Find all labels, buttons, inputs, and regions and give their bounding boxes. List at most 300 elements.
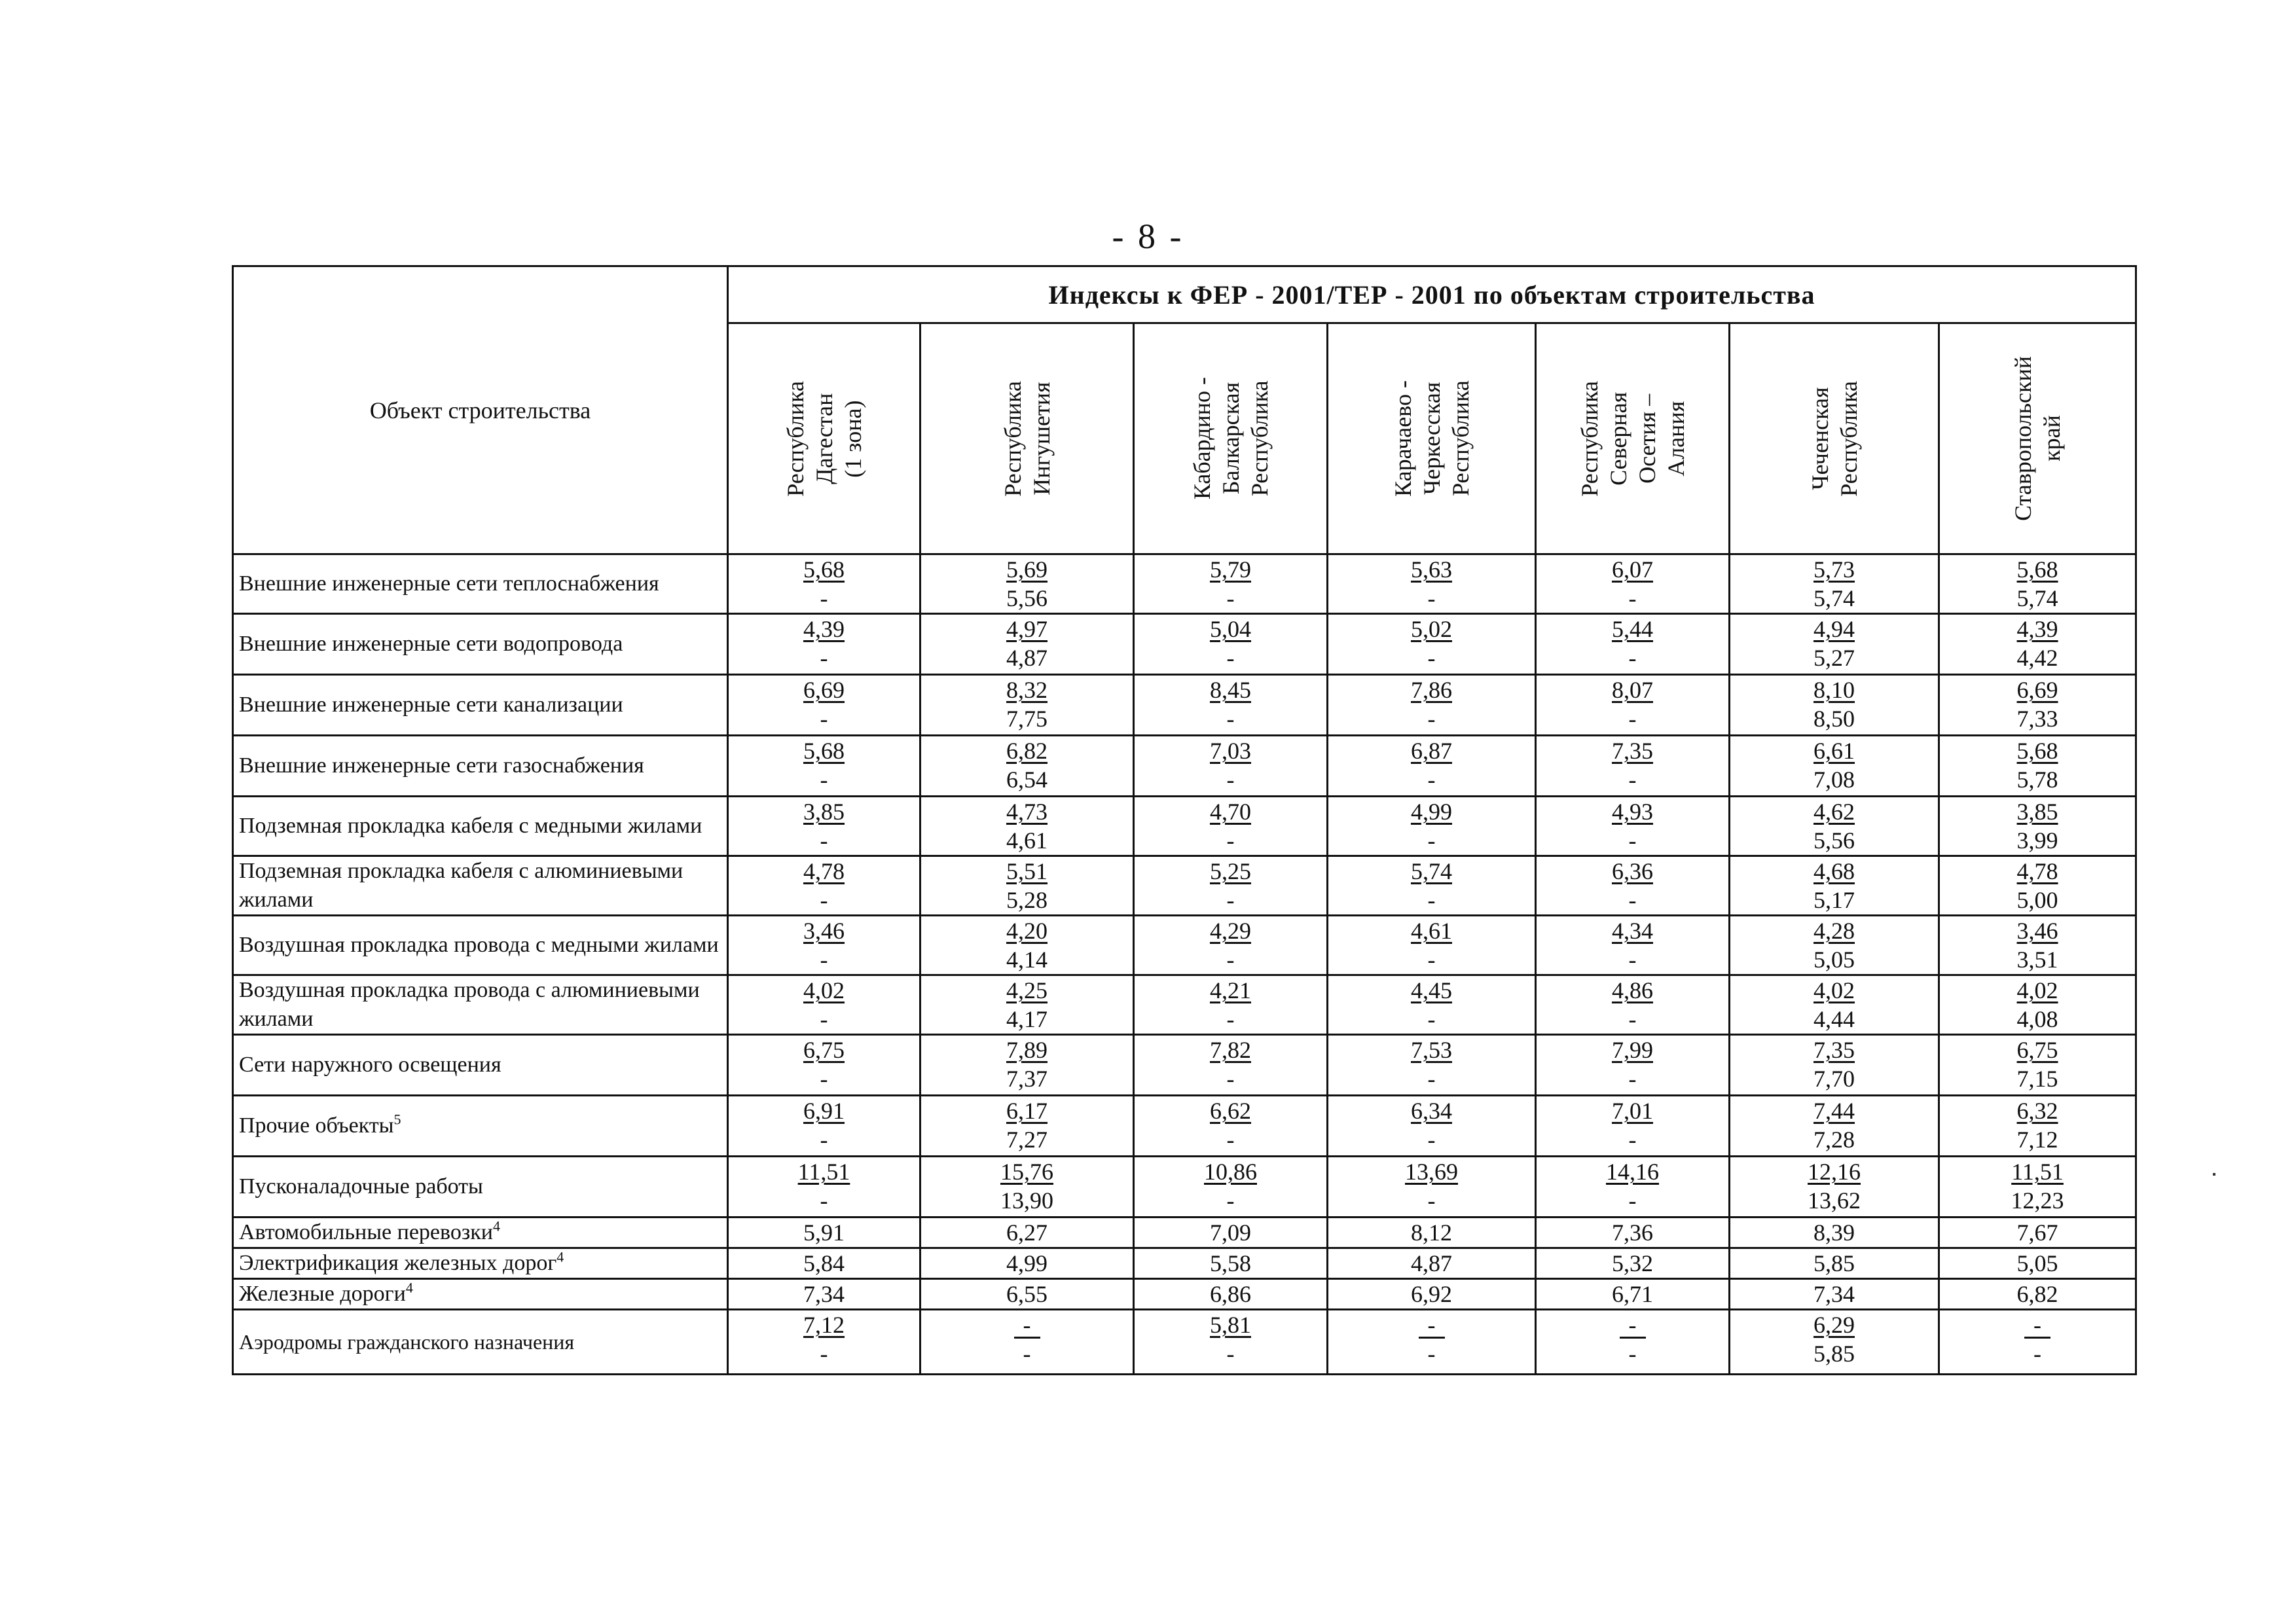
index-value-fer: 6,82 [1006,738,1048,764]
index-value-ter: 6,54 [1006,767,1048,793]
index-value-fer: 4,29 [1210,918,1251,944]
index-value-fer: 7,82 [1210,1037,1251,1063]
index-value-fer: 7,35 [1813,1037,1855,1063]
table-row [233,554,2136,614]
index-value-fer: 5,51 [1006,858,1048,884]
index-value-ter: 5,74 [1813,585,1855,611]
index-cell [920,675,1134,736]
index-value: 5,91 [728,1218,920,1248]
region-header [728,323,920,554]
index-value-ter: - [820,1341,828,1367]
index-cell [920,1310,1134,1375]
index-cell [1328,675,1536,736]
table-row [233,675,2136,736]
index-value-ter: - [1427,767,1436,793]
index-value-ter: 8,50 [1813,706,1855,732]
index-cell [1939,856,2136,916]
index-value-fer: 8,10 [1813,677,1855,703]
index-value-fer: 13,69 [1405,1159,1458,1185]
index-value-ter: - [1226,827,1235,854]
index-cell [1730,736,1939,797]
index-value: 4,87 [1328,1248,1536,1279]
page-number: - 8 - [1112,217,1184,256]
index-value-ter: 5,78 [2016,767,2058,793]
index-value-ter: - [820,1187,828,1214]
index-value-fer: 4,02 [803,977,845,1003]
object-name-text: Внешние инженерные сети газоснабжения [239,753,644,778]
index-value-fer: 5,02 [1411,616,1452,642]
index-value-fer: 8,45 [1210,677,1251,703]
index-value-ter: 4,87 [1006,645,1048,671]
object-name-text: Сети наружного освещения [239,1053,501,1077]
index-value-fer: 6,62 [1210,1098,1251,1124]
index-value-ter: 5,74 [2016,585,2058,611]
index-value-ter: - [1427,947,1436,973]
index-value-fer: 5,79 [1210,556,1251,583]
index-value-fer: 3,85 [2016,799,2058,825]
index-value-fer: 5,44 [1612,616,1653,642]
region-header-label: Республика Дагестан (1 зона) [782,380,866,497]
index-value-fer: 6,69 [803,677,845,703]
index-value-fer: 6,75 [2016,1037,2058,1063]
region-header [1328,323,1536,554]
index-value-ter: - [1427,706,1436,732]
index-value-fer: 4,93 [1612,799,1653,825]
table-row [233,1096,2136,1157]
index-value-ter: - [820,1006,828,1032]
index-value-ter: 4,42 [2016,645,2058,671]
region-header [920,323,1134,554]
index-value-ter: - [1427,1187,1436,1214]
index-value-fer: 6,36 [1612,858,1653,884]
index-value: 7,36 [1536,1218,1730,1248]
index-cell [728,675,920,736]
region-header-label: Республика Ингушетия [999,380,1055,497]
index-value-ter: - [1226,1187,1235,1214]
index-cell [920,1035,1134,1096]
index-value-ter: 13,90 [1000,1187,1053,1214]
index-cell [1134,975,1328,1035]
index-value-ter: 5,85 [1813,1341,1855,1367]
index-value-fer: 4,28 [1813,918,1855,944]
object-name [233,1218,728,1248]
index-cell [1939,1035,2136,1096]
index-value-fer: 6,61 [1813,738,1855,764]
index-cell [1939,1157,2136,1218]
table-row [233,1310,2136,1375]
index-value-ter: - [1226,767,1235,793]
index-cell [920,736,1134,797]
index-cell [1328,916,1536,975]
index-cell [1730,797,1939,856]
index-value-ter: - [1226,585,1235,611]
index-value-fer: 4,73 [1006,799,1048,825]
index-value-fer: 7,01 [1612,1098,1653,1124]
indices-header: Индексы к ФЕР - 2001/ТЕР - 2001 по объектам строительства [728,266,2136,323]
object-name-text: Автомобильные перевозки [239,1220,493,1244]
index-cell [1939,554,2136,614]
index-value-fer: 8,07 [1612,677,1653,703]
index-value-ter: 5,28 [1006,887,1048,913]
index-value-fer: - [2024,1313,2050,1339]
index-cell [1536,1035,1730,1096]
index-value-ter: 7,28 [1813,1127,1855,1153]
index-cell [1134,554,1328,614]
index-cell [1536,614,1730,675]
index-value-ter: - [1628,1341,1637,1367]
index-value-ter: - [1226,706,1235,732]
index-value-fer: 12,16 [1808,1159,1861,1185]
index-cell [1730,675,1939,736]
index-cell [1134,856,1328,916]
index-cell [1134,1157,1328,1218]
index-value-fer: 6,32 [2016,1098,2058,1124]
index-value-ter: - [2033,1341,2042,1367]
index-value-ter: 4,08 [2016,1006,2058,1032]
index-value-fer: 6,07 [1612,556,1653,583]
object-name-text: Внешние инженерные сети канализации [239,693,623,717]
index-value-ter: - [1628,585,1637,611]
index-cell [1134,675,1328,736]
object-name [233,916,728,975]
index-value: 4,99 [920,1248,1134,1279]
index-value-ter: - [1226,1127,1235,1153]
index-value-ter: 12,23 [2011,1187,2064,1214]
index-cell [1939,1096,2136,1157]
index-cell [1536,675,1730,736]
object-name [233,614,728,675]
object-name [233,736,728,797]
object-name-text: Пусконаладочные работы [239,1174,483,1199]
index-cell [728,1096,920,1157]
region-header-label: Чеченская Республика [1806,380,1862,497]
index-value-ter: - [820,1127,828,1153]
object-name [233,554,728,614]
index-value-fer: 15,76 [1000,1159,1053,1185]
object-name [233,1279,728,1310]
index-value-ter: - [1628,767,1637,793]
index-cell [1536,856,1730,916]
table-row [233,1035,2136,1096]
index-value: 6,55 [920,1279,1134,1310]
index-value-ter: - [1427,645,1436,671]
index-value-fer: 6,17 [1006,1098,1048,1124]
region-header [1939,323,2136,554]
table-row [233,856,2136,916]
object-name [233,856,728,916]
index-cell [728,1157,920,1218]
index-cell [728,554,920,614]
table-row [233,1218,2136,1248]
index-value: 7,67 [1939,1218,2136,1248]
index-value-ter: - [1427,1127,1436,1153]
index-value-fer: 11,51 [2011,1159,2064,1185]
index-value-ter: - [1226,1006,1235,1032]
index-value-fer: - [1014,1313,1040,1339]
index-value-ter: - [1628,645,1637,671]
index-cell [1730,1035,1939,1096]
index-cell [920,916,1134,975]
index-cell [728,614,920,675]
index-value-fer: 6,87 [1411,738,1452,764]
index-value-fer: 4,25 [1006,977,1048,1003]
index-value-fer: 5,68 [2016,738,2058,764]
index-value-ter: 4,17 [1006,1006,1048,1032]
index-value-fer: 4,02 [2016,977,2058,1003]
index-value-ter: 4,14 [1006,947,1048,973]
index-value-ter: - [1226,1066,1235,1092]
index-cell [1328,975,1536,1035]
index-value-ter: 7,12 [2016,1127,2058,1153]
index-cell [1939,1310,2136,1375]
table-row [233,614,2136,675]
index-value-ter: - [1628,827,1637,854]
index-value: 6,27 [920,1218,1134,1248]
index-value-fer: 5,68 [2016,556,2058,583]
index-value-ter: 7,37 [1006,1066,1048,1092]
index-cell [1328,1096,1536,1157]
index-cell [1536,1096,1730,1157]
index-value-ter: 13,62 [1808,1187,1861,1214]
index-cell [920,1157,1134,1218]
index-value-ter: - [1628,1127,1637,1153]
region-header [1134,323,1328,554]
index-value-fer: 5,81 [1210,1312,1251,1338]
index-value: 7,09 [1134,1218,1328,1248]
index-value-fer: 4,94 [1813,616,1855,642]
index-value-ter: - [1628,947,1637,973]
index-value: 6,86 [1134,1279,1328,1310]
index-cell [1730,1096,1939,1157]
index-value-ter: 5,05 [1813,947,1855,973]
footnote-marker: 4 [492,1218,500,1235]
index-cell [1328,614,1536,675]
index-cell [1536,916,1730,975]
index-value-fer: 5,68 [803,738,845,764]
index-value: 5,84 [728,1248,920,1279]
object-name-text: Подземная прокладка кабеля с медными жилами [239,814,702,838]
index-cell [1730,856,1939,916]
index-value-ter: - [1226,947,1235,973]
index-cell [920,975,1134,1035]
region-header [1730,323,1939,554]
index-value: 8,39 [1730,1218,1939,1248]
index-value-fer: 4,45 [1411,977,1452,1003]
index-cell [1939,975,2136,1035]
index-value-fer: 7,12 [803,1312,845,1338]
index-value-ter: 5,17 [1813,887,1855,913]
index-cell [1134,614,1328,675]
object-name-text: Аэродромы гражданского назначения [239,1330,575,1354]
index-value-ter: - [820,887,828,913]
index-cell [1939,614,2136,675]
index-value-fer: 4,62 [1813,799,1855,825]
object-name-text: Железные дороги [239,1282,406,1306]
index-value-fer: 6,34 [1411,1098,1452,1124]
index-value-ter: 3,99 [2016,827,2058,854]
table-row [233,1279,2136,1310]
index-value-fer: 4,39 [803,616,845,642]
index-value-ter: - [1628,706,1637,732]
index-value-ter: - [820,827,828,854]
index-value: 5,58 [1134,1248,1328,1279]
index-value-ter: - [1427,827,1436,854]
object-name [233,675,728,736]
index-value-ter: 4,61 [1006,827,1048,854]
index-cell [1939,916,2136,975]
object-name [233,1035,728,1096]
index-value-ter: - [1628,887,1637,913]
index-value-fer: 5,25 [1210,858,1251,884]
index-value-ter: - [1628,1006,1637,1032]
footnote-marker: 4 [556,1248,564,1265]
index-value-fer: 4,68 [1813,858,1855,884]
index-cell [728,736,920,797]
index-cell [1730,975,1939,1035]
index-cell [920,1096,1134,1157]
index-value-fer: 7,86 [1411,677,1452,703]
index-value-fer: 5,04 [1210,616,1251,642]
index-cell [1939,797,2136,856]
index-value-ter: - [820,645,828,671]
index-value-fer: 4,02 [1813,977,1855,1003]
index-value-ter: - [1427,585,1436,611]
index-value-ter: - [1427,1066,1436,1092]
index-value-ter: - [820,947,828,973]
index-cell [1536,1310,1730,1375]
object-name-text: Подземная прокладка кабеля с алюминиевыми жилами [239,859,683,912]
index-value-fer: 5,68 [803,556,845,583]
index-value-fer: 14,16 [1606,1159,1659,1185]
index-cell [1328,1157,1536,1218]
index-value-ter: 7,27 [1006,1127,1048,1153]
index-cell [728,916,920,975]
index-cell [1328,736,1536,797]
region-header-label: Карачаево - Черкесская Республика [1389,380,1474,497]
index-value-fer: 4,86 [1612,977,1653,1003]
index-value-ter: 7,70 [1813,1066,1855,1092]
index-value-fer: 4,34 [1612,918,1653,944]
table-row [233,1248,2136,1279]
index-cell [920,614,1134,675]
index-cell [1939,675,2136,736]
index-cell [1134,1310,1328,1375]
index-value-fer: 4,21 [1210,977,1251,1003]
object-name [233,797,728,856]
index-value-fer: 4,39 [2016,616,2058,642]
object-name-text: Воздушная прокладка провода с медными жилами [239,933,719,957]
index-value-ter: 7,15 [2016,1066,2058,1092]
object-name-text: Внешние инженерные сети водопровода [239,632,623,656]
scan-speck [2213,1173,2215,1176]
index-value-ter: - [1023,1341,1031,1367]
index-value-ter: - [1427,887,1436,913]
object-name [233,1248,728,1279]
index-value-fer: 10,86 [1204,1159,1257,1185]
index-table [232,265,2137,1375]
index-cell [1730,1157,1939,1218]
index-cell [728,797,920,856]
index-value-ter: 5,56 [1006,585,1048,611]
index-value-ter: 4,44 [1813,1006,1855,1032]
index-value-fer: 6,91 [803,1098,845,1124]
object-name-text: Электрификация железных дорог [239,1251,557,1275]
index-value-fer: 4,78 [2016,858,2058,884]
index-cell [1536,736,1730,797]
index-cell [1730,614,1939,675]
table-row [233,1157,2136,1218]
index-value-ter: - [1226,887,1235,913]
index-value-ter: - [1628,1187,1637,1214]
index-value-fer: 5,74 [1411,858,1452,884]
index-cell [728,975,920,1035]
index-value-ter: 7,08 [1813,767,1855,793]
index-value-fer: 4,78 [803,858,845,884]
index-cell [1328,856,1536,916]
object-name [233,1157,728,1218]
index-value-ter: - [820,767,828,793]
index-cell [1328,1035,1536,1096]
footnote-marker: 4 [405,1279,413,1296]
index-value-fer: 7,35 [1612,738,1653,764]
index-cell [1134,797,1328,856]
index-cell [1134,736,1328,797]
index-value: 6,92 [1328,1279,1536,1310]
object-name-text: Прочие объекты [239,1113,394,1138]
index-value-fer: 11,51 [797,1159,850,1185]
index-value: 5,32 [1536,1248,1730,1279]
object-name [233,975,728,1035]
index-value: 7,34 [1730,1279,1939,1310]
index-value-ter: 7,33 [2016,706,2058,732]
index-cell [1730,554,1939,614]
index-value-fer: 8,32 [1006,677,1048,703]
index-value-fer: 4,70 [1210,799,1251,825]
index-value-fer: 3,85 [803,799,845,825]
index-cell [1328,797,1536,856]
index-value-fer: 4,97 [1006,616,1048,642]
index-cell [1134,916,1328,975]
index-value-fer: 4,99 [1411,799,1452,825]
region-header-label: Кабардино - Балкарская Республика [1188,377,1273,500]
index-value-fer: 7,53 [1411,1037,1452,1063]
index-cell [728,856,920,916]
index-cell [1939,736,2136,797]
index-value-ter: - [1628,1066,1637,1092]
index-value-fer: 3,46 [2016,918,2058,944]
index-value-fer: 6,29 [1813,1312,1855,1338]
index-cell [1134,1035,1328,1096]
region-header-label: Республика Северная Осетия – Алания [1576,380,1689,497]
index-value-ter: 5,56 [1813,827,1855,854]
index-value-ter: - [1427,1341,1436,1367]
index-value-fer: 5,73 [1813,556,1855,583]
index-value-ter: 5,00 [2016,887,2058,913]
index-cell [920,797,1134,856]
index-value-ter: - [1226,1341,1235,1367]
index-value: 7,34 [728,1279,920,1310]
index-value: 8,12 [1328,1218,1536,1248]
index-cell [1536,554,1730,614]
index-value: 6,71 [1536,1279,1730,1310]
index-value-ter: 3,51 [2016,947,2058,973]
index-value-ter: - [1226,645,1235,671]
index-value-fer: - [1620,1313,1646,1339]
index-cell [1536,975,1730,1035]
index-value-fer: 4,20 [1006,918,1048,944]
index-value-ter: - [820,706,828,732]
index-value: 5,85 [1730,1248,1939,1279]
